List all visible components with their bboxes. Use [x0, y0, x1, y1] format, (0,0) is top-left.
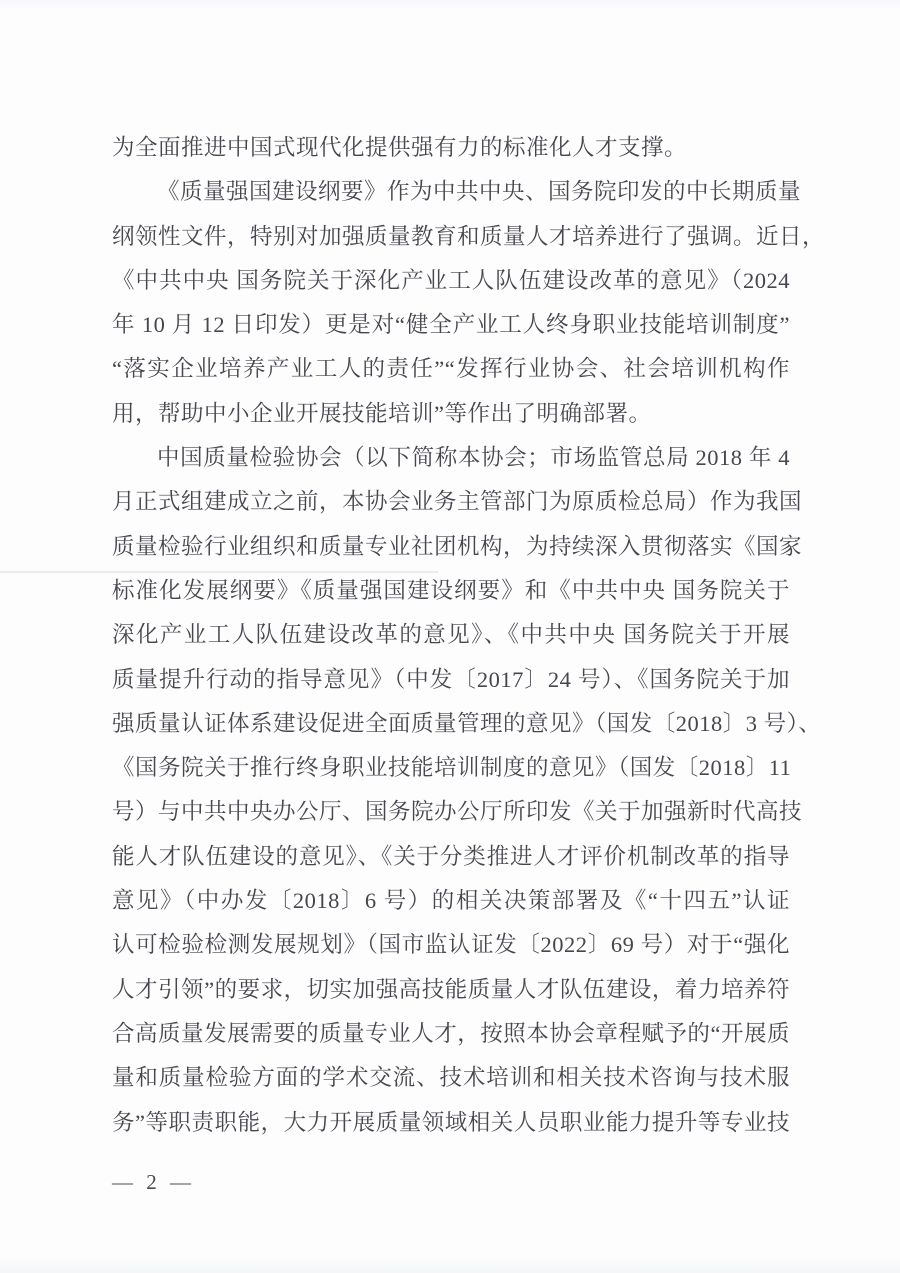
scan-noise-top	[0, 0, 900, 10]
text-line: 能人才队伍建设的意见》、《关于分类推进人才评价机制改革的指导	[112, 843, 790, 869]
text-line: 中国质量检验协会（以下简称本协会；市场监管总局 2018 年 4	[157, 445, 790, 471]
text-line: 认可检验检测发展规划》（国市监认证发〔2022〕69 号）对于“强化	[112, 932, 790, 958]
text-line: 《中共中央 国务院关于深化产业工人队伍建设改革的意见》（2024	[112, 267, 790, 293]
text-line: 纲领性文件，特别对加强质量教育和质量人才培养进行了强调。近日，	[112, 223, 826, 249]
text-line: 量和质量检验方面的学术交流、技术培训和相关技术咨询与技术服	[112, 1065, 790, 1091]
text-line: 用，帮助中小企业开展技能培训”等作出了明确部署。	[112, 400, 652, 426]
text-line: 强质量认证体系建设促进全面质量管理的意见》（国发〔2018〕3 号）、	[112, 710, 822, 736]
page-number: — 2 —	[112, 1170, 195, 1194]
text-line: 意见》（中办发〔2018〕6 号）的相关决策部署及《“十四五”认证	[112, 888, 790, 914]
text-line: 质量检验行业组织和质量专业社团机构，为持续深入贯彻落实《国家	[112, 533, 803, 559]
text-line: 《质量强国建设纲要》作为中共中央、国务院印发的中长期质量	[157, 179, 802, 205]
text-line: 合高质量发展需要的质量专业人才，按照本协会章程赋予的“开展质	[112, 1020, 790, 1046]
text-line: 质量提升行动的指导意见》（中发〔2017〕24 号）、《国务院关于加	[112, 666, 790, 692]
text-line: 年 10 月 12 日印发）更是对“健全产业工人终身职业技能培训制度”	[112, 312, 790, 338]
text-line: 务”等职责职能，大力开展质量领域相关人员职业能力提升等专业技	[112, 1109, 790, 1135]
text-line: “落实企业培养产业工人的责任”“发挥行业协会、社会培训机构作	[112, 356, 790, 382]
text-line: 《国务院关于推行终身职业技能培训制度的意见》（国发〔2018〕11	[112, 755, 792, 781]
text-line: 深化产业工人队伍建设改革的意见》、《中共中央 国务院关于开展	[112, 622, 790, 648]
text-line: 标准化发展纲要》《质量强国建设纲要》和《中共中央 国务院关于	[112, 577, 790, 603]
text-line: 月正式组建成立之前，本协会业务主管部门为原质检总局）作为我国	[112, 489, 803, 515]
text-line: 人才引领”的要求，切实加强高技能质量人才队伍建设，着力培养符	[112, 976, 790, 1002]
text-line: 为全面推进中国式现代化提供强有力的标准化人才支撑。	[112, 135, 688, 160]
document-body	[112, 126, 826, 1145]
text-line: 号）与中共中央办公厅、国务院办公厅所印发《关于加强新时代高技	[112, 799, 803, 825]
scan-noise-bottom	[0, 1257, 900, 1273]
